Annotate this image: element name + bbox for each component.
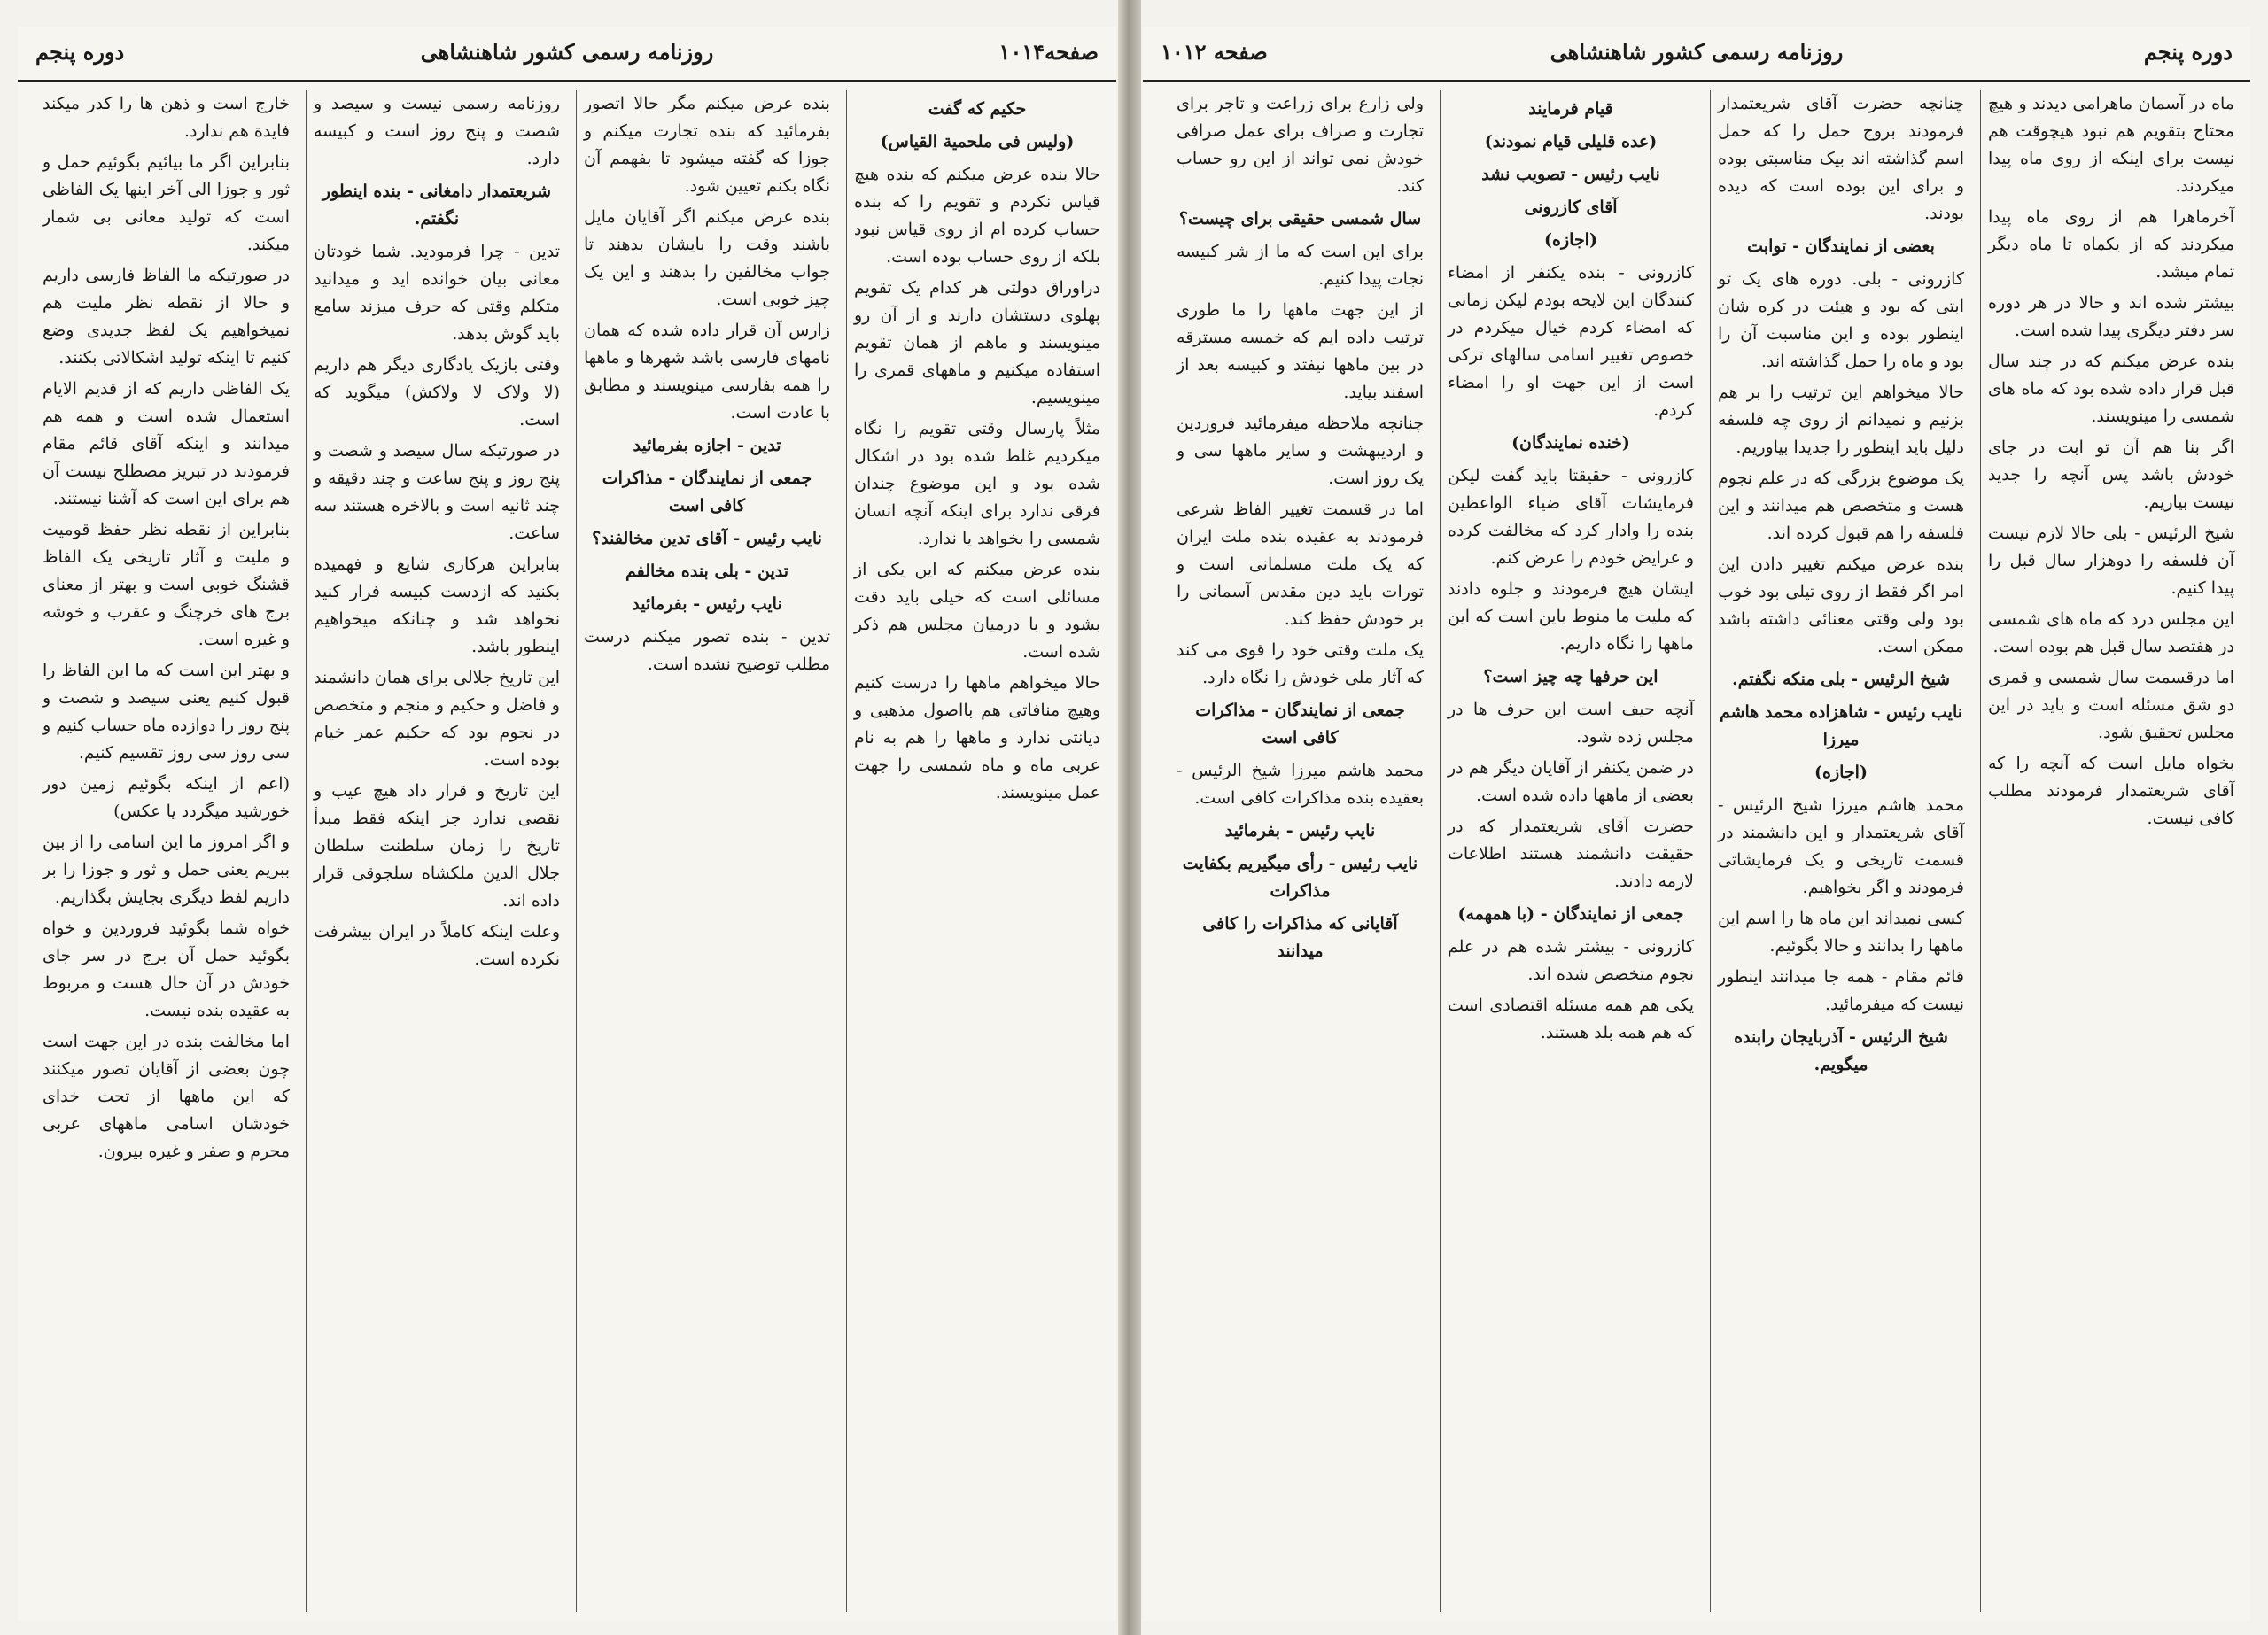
- article-paragraph: بنده عرض میکنم که در چند سال قبل قرار داده شده بود که ماه های شمسی را مینویسند.: [1988, 352, 2234, 426]
- article-paragraph: اما درقسمت سال شمسی و قمری دو شق مسئله است و باید در این مجلس تحقیق شود.: [1988, 668, 2234, 742]
- article-paragraph: حکیم که گفت: [928, 99, 1027, 119]
- text-column: [35, 90, 297, 1612]
- text-column: [1169, 90, 1431, 1612]
- article-paragraph: یک ملت وقتی خود را قوی می کند که آثار ملی خودش را نگاه دارد.: [1177, 640, 1424, 687]
- page-number: صفحه ۱۰۱۲: [1161, 39, 1268, 65]
- article-paragraph: محمد هاشم میرزا شیخ الرئیس - آقای شریعتمدار و این دانشمند در قسمت تاریخی و یک فرمایشاتی فرمودند و اگر بخواهیم.: [1718, 795, 1964, 897]
- article-paragraph: محمد هاشم میرزا شیخ الرئیس - بعقیده بنده مذاکرات کافی است.: [1177, 761, 1424, 808]
- article-paragraph: بعضی از نمایندگان - توابت: [1747, 236, 1935, 256]
- article-paragraph: خواه شما بگوئید فروردین و خواه بگوئید حمل آن برج در سر جای خودش در آن حال هست و مربوط به عقیده بنده نیست.: [43, 918, 290, 1020]
- article-paragraph: برای این است که ما از شر کبیسه نجات پیدا کنیم.: [1177, 242, 1424, 289]
- article-paragraph: (اجازه): [1544, 230, 1597, 250]
- article-paragraph: آخرماهرا هم از روی ماه پیدا میکردند که از یکماه تا ماه دیگر تمام میشد.: [1988, 207, 2234, 282]
- right-page-columns: [1152, 90, 2241, 1612]
- article-paragraph: کازرونی - بیشتر شده هم در علم نجوم متخصص شده اند.: [1448, 937, 1694, 984]
- article-paragraph: یک الفاظی داریم که از قدیم الایام استعمال شده است و همه هم میدانند و اینکه آقای قائم مقام فرمودند در تبریز مصطلح نیست آن هم برای این است که آشنا نیستند.: [43, 379, 290, 508]
- article-paragraph: نایب رئیس - بفرمائید: [632, 594, 782, 614]
- article-paragraph: (عده قلیلی قیام نمودند): [1484, 132, 1658, 151]
- session-label: دوره پنجم: [35, 39, 125, 65]
- right-page-header: [1143, 27, 2250, 82]
- text-column: [576, 90, 837, 1612]
- article-paragraph: قیام فرمایند: [1528, 99, 1613, 119]
- article-paragraph: کسی نمیداند این ماه ها را اسم این ماهها را بدانند و حالا بگوئیم.: [1718, 909, 1964, 956]
- text-column: [306, 90, 567, 1612]
- article-paragraph: ولی زارع برای زراعت و تاجر برای تجارت و صراف برای عمل صرافی خودش نمی تواند از این رو حساب کند.: [1177, 94, 1424, 196]
- article-paragraph: بنده عرض میکنم که این یکی از مسائلی است که خیلی باید دقت بشود و با درمیان مجلس هم ذکر شده است.: [854, 560, 1100, 662]
- article-paragraph: بنده عرض میکنم اگر آقایان مایل باشند وقت را بایشان بدهند تا جواب مخالفین را بدهند و این یک چیز خوبی است.: [584, 207, 830, 309]
- article-paragraph: کازرونی - بلی. دوره های یک تو ابتی که بود و هیئت در کره شان اینطور بوده و این مناسبت آن را بود و ماه را حمل گذاشته اند.: [1718, 269, 1964, 371]
- page-gutter: [1118, 0, 1141, 1635]
- article-paragraph: شریعتمدار دامغانی - بنده اینطور نگفتم.: [322, 182, 552, 229]
- article-paragraph: نایب رئیس - بفرمائید: [1224, 821, 1376, 841]
- newspaper-title: روزنامه رسمی کشور شاهنشاهی: [1550, 39, 1844, 65]
- article-paragraph: حالا میخواهم ماهها را درست کنیم وهیچ منافاتی هم بااصول مذهبی و دیانتی ندارد و ماهها را هم به نام عربی ماه و ماه شمسی را جهت عمل مینویسند.: [854, 673, 1100, 802]
- article-paragraph: در صورتیکه سال سیصد و شصت و پنج روز و پنج ساعت و چند دقیقه و چند ثانیه است و بالاخره هستند سه ساعت.: [314, 441, 560, 543]
- article-paragraph: یکی هم همه مسئله اقتصادی است که هم همه بلد هستند.: [1448, 996, 1694, 1042]
- article-paragraph: دراوراق دولتی هر کدام یک تقویم پهلوی دستشان دارند و از آن رو مینویسند و ماهم از همان تقویم استفاده میکنیم و ماههای قمری را مینویسیم.: [854, 278, 1100, 407]
- article-paragraph: بنده عرض میکنم مگر حالا اتصور بفرمائید که بنده تجارت میکنم و جوزا که گفته میشود تا بفهمم آن نگاه بکنم تعیین شود.: [584, 94, 830, 196]
- article-paragraph: نایب رئیس - شاهزاده محمد هاشم میرزا: [1719, 702, 1963, 749]
- article-paragraph: آقایانی که مذاکرات را کافی میدانند: [1202, 914, 1398, 961]
- article-paragraph: زارس آن قرار داده شده که همان نامهای فارسی باشد شهرها و ماهها را همه بفارسی مینویسند و مطابق با عادت است.: [584, 321, 830, 422]
- article-paragraph: حالا بنده عرض میکنم که بنده هیچ قیاس نکردم و تقویم را که بنده حساب کرده ام از روی قیاس نبود بلکه از روی حساب بوده است.: [854, 165, 1100, 267]
- article-paragraph: این مجلس درد که ماه های شمسی در هفتصد سال قبل هم بوده است.: [1988, 609, 2234, 656]
- article-paragraph: روزنامه رسمی نیست و سیصد و شصت و پنج روز است و کبیسه دارد.: [314, 94, 560, 168]
- article-paragraph: نایب رئیس - تصویب نشد: [1481, 165, 1660, 184]
- article-paragraph: چنانچه حضرت آقای شریعتمدار فرمودند بروج حمل را که حمل اسم گذاشته اند بیک مناسبتی بوده و برای این بوده است که دیده بودند.: [1718, 94, 1964, 223]
- article-paragraph: نایب رئیس - رأی میگیریم بکفایت مذاکرات: [1182, 854, 1418, 901]
- article-paragraph: جمعی از نمایندگان - (با همهمه): [1457, 904, 1684, 924]
- article-paragraph: کازرونی - بنده یکنفر از امضاء کنندگان این لایحه بودم لیکن زمانی که امضاء کردم خیال میکردم در خصوص تغییر اسامی سالهای ترکی است از این جهت او را امضاء کردم.: [1448, 263, 1694, 420]
- left-page: [18, 27, 1116, 1621]
- article-paragraph: این تاریخ و قرار داد هیچ عیب و نقصی ندارد جز اینکه فقط مبدأ تاریخ را زمان سلطنت سلطان جلال الدین ملکشاه سلجوقی قرار داده اند.: [314, 781, 560, 910]
- article-paragraph: ایشان هیچ فرمودند و جلوه دادند که ملیت ما منوط باین است که این ماهها را نگاه داریم.: [1448, 579, 1694, 654]
- article-paragraph: حضرت آقای شریعتمدار که در حقیقت دانشمند هستند اطلاعات لازمه دادند.: [1448, 817, 1694, 891]
- newspaper-title: روزنامه رسمی کشور شاهنشاهی: [420, 39, 714, 65]
- article-paragraph: در ضمن یکنفر از آقایان دیگر هم در بعضی از ماهها داده شده است.: [1448, 758, 1694, 805]
- article-paragraph: بیشتر شده اند و حالا در هر دوره سر دفتر دیگری پیدا شده است.: [1988, 293, 2234, 340]
- article-paragraph: شیخ الرئیس - آذربایجان رابنده میگویم.: [1734, 1027, 1948, 1074]
- article-paragraph: تدین - چرا فرمودید. شما خودتان معانی بیان خوانده اید و میدانید متکلم وقتی که حرف میزند سامع باید گوش بدهد.: [314, 242, 560, 344]
- article-paragraph: مثلاً پارسال وقتی تقویم را نگاه میکردیم غلط شده بود در اشکال شده بود و این موضوع چندان فرقی ندارد برای اینکه آنچه انسان شمسی را بخواهد یا ندارد.: [854, 419, 1100, 548]
- article-paragraph: و بهتر این است که ما این الفاظ را قبول کنیم یعنی سیصد و شصت و پنج روز را دوازده ماه حساب کنیم و سی روز سی روز تقسیم کنیم.: [43, 661, 290, 763]
- text-column: [1440, 90, 1701, 1612]
- article-paragraph: وقتی بازیک یادگاری دیگر هم داریم (لا ولاک لا ولاکش) میگوید که است.: [314, 355, 560, 430]
- article-paragraph: جمعی از نمایندگان - مذاکرات کافی است: [1195, 701, 1405, 748]
- article-paragraph: تدین - بنده تصور میکنم درست مطلب توضیح نشده است.: [584, 627, 830, 674]
- article-paragraph: قائم مقام - همه جا میدانند اینطور نیست که میفرمائید.: [1718, 967, 1964, 1014]
- article-paragraph: و اگر امروز ما این اسامی را از بین ببریم یعنی حمل و ثور و جوزا را بر داریم لفظ دیگری بجایش بگذاریم.: [43, 833, 290, 907]
- article-paragraph: جمعی از نمایندگان - مذاکرات کافی است: [602, 469, 812, 515]
- article-paragraph: سال شمسی حقیقی برای چیست؟: [1178, 209, 1422, 229]
- article-paragraph: یک موضوع بزرگی که در علم نجوم هست و متخصص هم میدانند و این فلسفه را هم قبول کرده اند.: [1718, 469, 1964, 543]
- article-paragraph: بنابراین اگر ما بیائیم بگوئیم حمل و ثور و جوزا الی آخر اینها یک الفاظی است که تولید معانی بی شمار میکند.: [43, 152, 290, 254]
- text-column: [1980, 90, 2241, 1612]
- article-paragraph: این تاریخ جلالی برای همان دانشمند و فاضل و حکیم و منجم و متخصص در نجوم بود که حکیم عمر خیام بوده است.: [314, 668, 560, 770]
- article-paragraph: از این جهت ماهها را ما طوری ترتیب داده ایم که خمسه مسترقه در بین ماهها نیفتد و کبیسه بعد از اسفند بیاید.: [1177, 300, 1424, 402]
- article-paragraph: حالا میخواهم این ترتیب را بر هم بزنیم و نمیدانم از روی چه فلسفه دلیل باید اینطور را جدیدا بیاوریم.: [1718, 383, 1964, 457]
- article-paragraph: آنچه حیف است این حرف ها در مجلس زده شود.: [1448, 700, 1694, 747]
- article-paragraph: شیخ الرئیس - بلی منکه نگفتم.: [1731, 670, 1951, 689]
- article-paragraph: تدین - بلی بنده مخالفم: [625, 562, 788, 581]
- article-paragraph: خارج است و ذهن ها را کدر میکند فایدة هم ندارد.: [43, 94, 290, 141]
- article-paragraph: بنده عرض میکنم تغییر دادن این امر اگر فقط از روی تیلی بود خوب بود ولی وقتی معنائی داشته باشد ممکن است.: [1718, 554, 1964, 656]
- article-paragraph: آقای کازرونی: [1524, 198, 1618, 217]
- article-paragraph: این حرفها چه چیز است؟: [1483, 667, 1658, 686]
- article-paragraph: بنابراین هرکاری شایع و فهمیده بکنید که ازدست کبیسه فرار کنید نخواهد شد و چنانکه میخواهیم اینطور باشد.: [314, 554, 560, 656]
- article-paragraph: وعلت اینکه کاملاً در ایران بیشرفت نکرده است.: [314, 922, 560, 969]
- article-paragraph: بنابراین از نقطه نظر حفظ قومیت و ملیت و آثار تاریخی یک الفاظ قشنگ خوبی است و بهتر از معنای برج های خرچنگ و عقرب و خوشه و غیره است.: [43, 520, 290, 649]
- article-paragraph: چنانچه ملاحظه میفرمائید فروردین و اردیبهشت و سایر ماهها سی و یک روز است.: [1177, 414, 1424, 488]
- article-paragraph: کازرونی - حقیقتا باید گفت لیکن فرمایشات آقای ضیاء الواعظین بنده را وادار کرد که مخالفت کرده و عرایض خودم را عرض کنم.: [1448, 466, 1694, 568]
- text-column: [1710, 90, 1971, 1612]
- page-number: صفحه۱۰۱۴: [998, 39, 1099, 65]
- text-column: [846, 90, 1107, 1612]
- article-paragraph: ماه در آسمان ماهرامی دیدند و هیچ محتاج بتقویم هم نبود هیچوقت هم نیست برای اینکه از روی ماه پیدا میکردند.: [1988, 94, 2234, 196]
- article-paragraph: (خنده نمایندگان): [1511, 433, 1630, 453]
- article-paragraph: اما مخالفت بنده در این جهت است چون بعضی از آقایان تصور میکنند که این ماهها از تحت خدای خودشان اسامی ماههای عربی محرم و صفر و غیره بیرون.: [43, 1032, 290, 1161]
- article-paragraph: (اعم از اینکه بگوئیم زمین دور خورشید میگردد یا عکس): [43, 774, 290, 821]
- left-page-header: [18, 27, 1116, 82]
- article-paragraph: بخواه مایل است که آنچه را که آقای شریعتمدار فرمودند مطلب کافی نیست.: [1988, 754, 2234, 828]
- article-paragraph: شیخ الرئیس - بلی حالا لازم نیست آن فلسفه را دوهزار سال قبل را پیدا کنیم.: [1988, 523, 2234, 598]
- article-paragraph: (اجازه): [1814, 763, 1868, 782]
- article-paragraph: اما در قسمت تغییر الفاظ شرعی فرمودند به عقیده بنده ملت ایران که یک ملت مسلمانی است و تورات باید دین مقدس آسمانی را بر خودش حفظ کند.: [1177, 500, 1424, 629]
- right-page: [1143, 27, 2250, 1621]
- article-paragraph: (ولیس فی ملحمیة القیاس): [880, 132, 1075, 151]
- left-page-columns: [27, 90, 1107, 1612]
- article-paragraph: تدین - اجازه بفرمائید: [633, 436, 781, 455]
- article-paragraph: نایب رئیس - آقای تدین مخالفند؟: [592, 529, 822, 548]
- article-paragraph: اگر بنا هم آن تو ابت در جای خودش باشد پس آنچه را جدید نیست بیاریم.: [1988, 438, 2234, 512]
- article-paragraph: در صورتیکه ما الفاظ فارسی داریم و حالا از نقطه نظر ملیت هم نمیخواهیم یک لفظ جدیدی وضع کنیم تا اینکه تولید اشکالاتی بکنند.: [43, 266, 290, 368]
- session-label: دوره پنجم: [2143, 39, 2233, 65]
